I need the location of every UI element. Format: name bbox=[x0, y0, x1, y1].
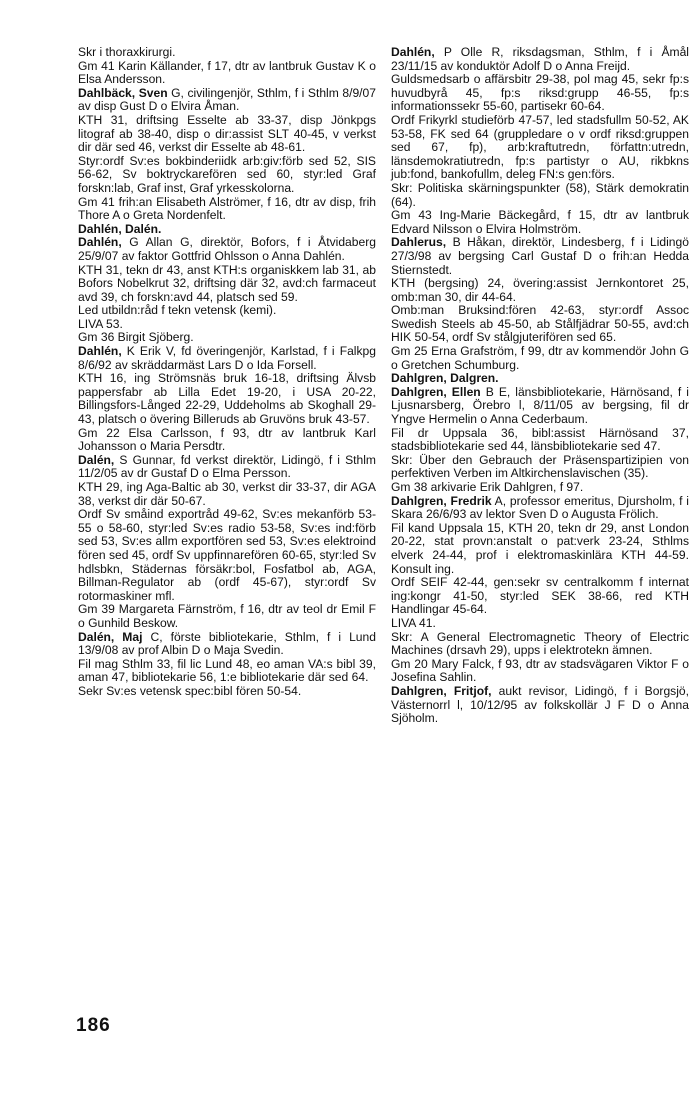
entry-text: Ordf Sv småind exportråd 49-62, Sv:es mekanförb 53-55 o 58-60, styr:led Sv:es radio 53-58, Sv:es ind:förb sed 53, Sv:es allm exportfören sed 53, Sv:es elektroind fören sed 45, ordf Sv uppfinnarefören 60-65, styr:led Sv hdlsbkn, Städernas försäkr:bol, Fosfatbol ab, AGA, Billman-Regulator ab (ordf 45-67), styr:ordf Sv rotormaskiner mfl. bbox=[78, 507, 376, 603]
entry-text: Gm 22 Elsa Carlsson, f 93, dtr av lantbruk Karl Johansson o Maria Persdtr. bbox=[78, 425, 376, 454]
entry-paragraph bbox=[78, 658, 376, 685]
person-name: Dahlén, bbox=[78, 235, 122, 250]
entry-paragraph bbox=[78, 685, 376, 699]
person-name: Dahlerus, bbox=[391, 235, 447, 250]
entry-paragraph bbox=[391, 454, 689, 481]
entry-paragraph bbox=[78, 331, 376, 345]
person-name: Dahlgren, Dalgren. bbox=[391, 371, 499, 386]
person-name: Dalén, Maj bbox=[78, 629, 143, 644]
entry-paragraph bbox=[78, 46, 376, 60]
biography-entry bbox=[78, 87, 376, 114]
entry-text: Sekr Sv:es vetensk spec:bibl fören 50-54. bbox=[78, 683, 302, 698]
entry-text: Fil mag Sthlm 33, fil lic Lund 48, eo aman VA:s bibl 39, aman 47, bibliotekarie 56, 1:e bibliotekarie där sed 64. bbox=[78, 656, 376, 685]
entry-text: KTH 29, ing Aga-Baltic ab 30, verkst dir 33-37, dir AGA 38, verkst dir där 50-67. bbox=[78, 480, 376, 508]
entry-text: KTH 16, ing Strömsnäs bruk 16-18, driftsing Älvsb pappersfabr ab Lilla Edet 19-20, i USA 20-22, Billingsfors-Långed 22-29, Uddeholms ab Skoghall 29-43, platsch o övering Billeruds ab Gruvöns bruk 43-57. bbox=[78, 371, 376, 427]
entry-text: Gm 43 Ing-Marie Bäckegård, f 15, dtr av lantbruk Edvard Nilsson o Elvira Holmström. bbox=[391, 208, 689, 236]
entry-paragraph bbox=[391, 114, 689, 182]
entry-text: LIVA 41. bbox=[391, 615, 436, 630]
entry-text: Ordf SEIF 42-44, gen:sekr sv centralkomm f internat ing:kongr 41-50, styr:led SEK 38-66, red KTH Handlingar 45-64. bbox=[391, 575, 689, 617]
entry-paragraph bbox=[391, 631, 689, 658]
entry-text: G Allan G, direktör, Bofors, f i Åtvidaberg 25/9/07 av faktor Gottfrid Ohlsson o Anna Dahlén. bbox=[78, 235, 376, 263]
entry-text: B E, länsbibliotekarie, Härnösand, f i Ljusnarsberg, Örebro l, 8/11/05 av bergsing, fil dr Yngve Hermelin o Anna Cederbaum. bbox=[391, 384, 689, 427]
entry-text: Led utbildn:råd f tekn vetensk (kemi). bbox=[78, 303, 277, 318]
left-column bbox=[78, 46, 376, 699]
entry-text: S Gunnar, fd verkst direktör, Lidingö, f i Sthlm 11/2/05 av dr Gustaf D o Elma Persson. bbox=[78, 452, 376, 481]
entry-paragraph bbox=[78, 304, 376, 318]
entry-text: Skr: Über den Gebrauch der Präsenspartizipien von perfektiven Verben im Altkirchenslavischen (35). bbox=[391, 452, 689, 481]
person-name: Dahlén, Dalén. bbox=[78, 221, 162, 236]
page-number: 186 bbox=[76, 1015, 111, 1036]
entry-paragraph bbox=[78, 264, 376, 305]
entry-text: Gm 41 Karin Källander, f 17, dtr av lantbruk Gustav K o Elsa Andersson. bbox=[78, 58, 376, 87]
entry-text: Gm 38 arkivarie Erik Dahlgren, f 97. bbox=[391, 480, 584, 494]
entry-paragraph bbox=[391, 304, 689, 345]
biography-entry bbox=[391, 495, 689, 522]
biography-entry bbox=[391, 236, 689, 277]
entry-paragraph bbox=[78, 603, 376, 630]
entry-text: Skr: Politiska skärningspunkter (58), Stärk demokratin (64). bbox=[391, 180, 689, 209]
entry-text: Fil kand Uppsala 15, KTH 20, tekn dr 29, anst London 20-22, stat provn:anstalt o pat:verk 23-24, Sthlms elverk 24-44, prof i elektromaskinlära KTH 44-59. Konsult ing. bbox=[391, 520, 689, 576]
entry-text: C, förste bibliotekarie, Sthlm, f i Lund 13/9/08 av prof Albin D o Maja Svedin. bbox=[78, 629, 376, 658]
person-name: Dahlgren, Fredrik bbox=[391, 493, 492, 508]
entry-text: A, professor emeritus, Djursholm, f i Skara 26/6/93 av lektor Sven D o Augusta Frölich. bbox=[391, 493, 689, 522]
entry-paragraph bbox=[391, 345, 689, 372]
biography-entry bbox=[78, 454, 376, 481]
biography-entry bbox=[391, 685, 689, 726]
entry-paragraph bbox=[78, 481, 376, 508]
entry-paragraph bbox=[391, 576, 689, 617]
entry-paragraph bbox=[391, 522, 689, 576]
entry-paragraph bbox=[391, 481, 689, 495]
person-name: Dahlén, bbox=[78, 344, 122, 359]
biography-entry bbox=[391, 46, 689, 73]
person-name: Dahlgren, Ellen bbox=[391, 384, 481, 399]
biography-entry bbox=[78, 345, 376, 372]
entry-text: LIVA 53. bbox=[78, 316, 123, 331]
person-name: Dahlén, bbox=[391, 45, 435, 59]
entry-text: KTH 31, tekn dr 43, anst KTH:s organiskkem lab 31, ab Bofors Nobelkrut 32, driftsing där 32, avd:ch farmaceut avd 39, ch forskn:avd 44, platsch sed 59. bbox=[78, 262, 376, 304]
entry-text: G, civilingenjör, Sthlm, f i Sthlm 8/9/07 av disp Gust D o Elvira Åman. bbox=[78, 85, 376, 114]
entry-text: P Olle R, riksdagsman, Sthlm, f i Åmål 23/11/15 av konduktör Adolf D o Anna Freijd. bbox=[391, 45, 689, 73]
entry-paragraph bbox=[78, 60, 376, 87]
person-name: Dalén, bbox=[78, 452, 115, 467]
entry-paragraph bbox=[78, 114, 376, 155]
entry-paragraph bbox=[391, 73, 689, 114]
entry-text: KTH 31, driftsing Esselte ab 33-37, disp Jönkpgs litograf ab 38-40, disp o dir:assist SLT 40-45, v verkst dir där sed 46, verkst dir Esselte ab 48-61. bbox=[78, 112, 376, 155]
entry-text: Styr:ordf Sv:es bokbinderiidk arb:giv:förb sed 52, SIS 56-62, Sv boktryckarefören sed 60, styr:led Graf forskn:lab, Graf inst, Graf yrkesskolorna. bbox=[78, 153, 376, 195]
right-column bbox=[391, 46, 689, 726]
biography-entry bbox=[391, 372, 689, 386]
entry-paragraph bbox=[78, 427, 376, 454]
entry-paragraph bbox=[78, 372, 376, 426]
entry-text: aukt revisor, Lidingö, f i Borgsjö, Västernorrl l, 10/12/95 av folkskollär J F D o Anna Sjöholm. bbox=[391, 683, 689, 726]
entry-text: Omb:man Bruksind:fören 42-63, styr:ordf Assoc Swedish Steels ab 45-50, ab Stålfjädrar 50-55, avd:ch HIK 50-54, ordf Sv stålgjuterifören sed 65. bbox=[391, 303, 689, 345]
biography-entry bbox=[391, 386, 689, 427]
entry-text: Skr: A General Electromagnetic Theory of Electric Machines (drsavh 29), upps i elektrotekn ämnen. bbox=[391, 629, 689, 658]
entry-paragraph bbox=[391, 658, 689, 685]
entry-text: B Håkan, direktör, Lindesberg, f i Lidingö 27/3/98 av bergsing Carl Gustaf D o frih:an Hedda Stiernstedt. bbox=[391, 235, 689, 277]
entry-paragraph bbox=[391, 182, 689, 209]
entry-text: Fil dr Uppsala 36, bibl:assist Härnösand 37, stadsbibliotekarie sed 44, länsbibliotekarie sed 47. bbox=[391, 425, 689, 454]
person-name: Dahlgren, Fritjof, bbox=[391, 683, 492, 698]
biography-entry bbox=[78, 631, 376, 658]
entry-text: Guldsmedsarb o affärsbitr 29-38, pol mag 45, sekr fp:s huvudbyrå 45, fp:s riksd:grupp 46-55, fp:s informationssekr 55-60, partisekr 60-64. bbox=[391, 72, 689, 114]
entry-paragraph bbox=[78, 196, 376, 223]
entry-paragraph bbox=[391, 617, 689, 631]
entry-text: Gm 41 frih:an Elisabeth Alströmer, f 16, dtr av disp, frih Thore A o Greta Nordenfelt. bbox=[78, 194, 376, 223]
biography-entry bbox=[78, 236, 376, 263]
entry-paragraph bbox=[391, 209, 689, 236]
entry-text: Gm 20 Mary Falck, f 93, dtr av stadsvägaren Viktor F o Josefina Sahlin. bbox=[391, 656, 689, 685]
entry-paragraph bbox=[78, 155, 376, 196]
person-name: Dahlbäck, Sven bbox=[78, 85, 168, 100]
entry-text: Gm 25 Erna Grafström, f 99, dtr av kommendör John G o Gretchen Schumburg. bbox=[391, 344, 689, 372]
entry-paragraph bbox=[391, 277, 689, 304]
entry-paragraph bbox=[78, 318, 376, 332]
entry-text: K Erik V, fd överingenjör, Karlstad, f i Falkpg 8/6/92 av skräddarmäst Lars D o Ida Forsell. bbox=[78, 344, 376, 372]
entry-text: Skr i thoraxkirurgi. bbox=[78, 45, 176, 59]
entry-text: Ordf Frikyrkl studieförb 47-57, led stadsfullm 50-52, AK 53-58, FK sed 64 (gruppledare o v ordf riksd:gruppen sed 67, fp), arb:kraftutredn, författn:utredn, länsdemokratiutredn, fp:s partistyr o AU, rikbkns jub:fond, bankofullm, deleg FN:s gen:förs. bbox=[391, 112, 689, 182]
entry-text: KTH (bergsing) 24, övering:assist Jernkontoret 25, omb:man 30, dir 44-64. bbox=[391, 276, 689, 304]
entry-paragraph bbox=[78, 508, 376, 603]
entry-text: Gm 39 Margareta Färnström, f 16, dtr av teol dr Emil F o Gunhild Beskow. bbox=[78, 602, 376, 630]
entry-paragraph bbox=[391, 427, 689, 454]
entry-text: Gm 36 Birgit Sjöberg. bbox=[78, 330, 194, 345]
